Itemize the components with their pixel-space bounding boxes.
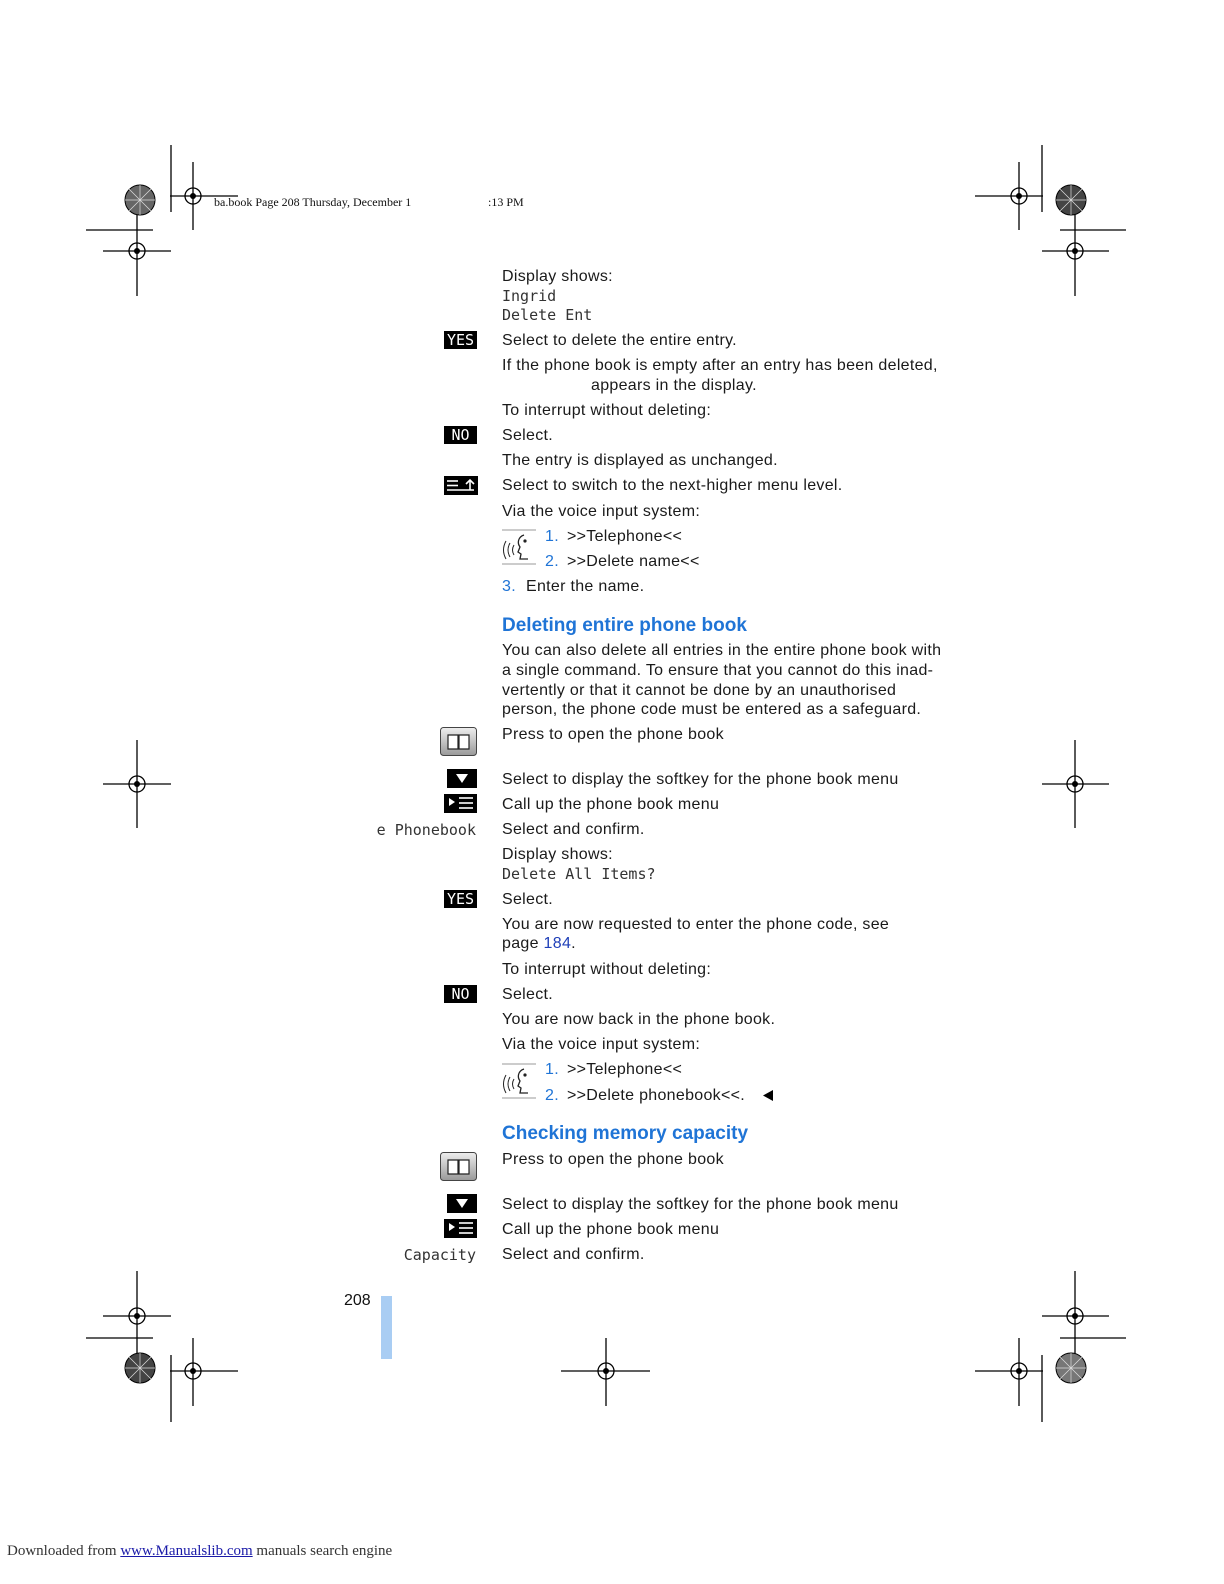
page-tab-bar	[381, 1296, 392, 1359]
lcd-line-ingrid: Ingrid	[502, 287, 557, 305]
back-arrow-icon	[444, 476, 478, 495]
delete-phonebook-menu-label: e Phonebook	[376, 821, 476, 839]
voice-step-3-num: 3.	[502, 578, 516, 595]
section-heading-memory-capacity: Checking memory capacity	[502, 1123, 749, 1144]
no-instruction-2: Select.	[502, 986, 554, 1003]
footer-prefix: Downloaded from	[7, 1543, 121, 1559]
voice-input-label: Via the voice input system:	[502, 503, 701, 520]
display-shows-label-2: Display shows:	[502, 846, 613, 863]
delete-all-para-line1: You can also delete all entries in the entire phone book with	[502, 642, 942, 659]
voice-step-3-text: Enter the name.	[526, 578, 645, 595]
section-heading-delete-phonebook: Deleting entire phone book	[502, 615, 747, 636]
lcd-line-delete-entry: Delete Ent	[502, 306, 593, 324]
no-softkey-icon-2: NO	[444, 985, 477, 1003]
back-in-phonebook-text: You are now back in the phone book.	[502, 1011, 776, 1028]
phone-code-period: .	[571, 935, 576, 952]
phonebook-button-icon-2	[440, 1152, 477, 1181]
no-softkey-icon: NO	[444, 426, 477, 444]
phone-code-line1: You are now requested to enter the phone code, see	[502, 916, 890, 933]
voice-speaker-icon-2	[502, 1062, 536, 1100]
voice-step-2-text-2: >>Delete phonebook<<.	[567, 1087, 746, 1104]
delete-all-para-line3: vertently or that it cannot be done by an unauthorised	[502, 682, 897, 699]
back-instruction: Select to switch to the next-higher menu level.	[502, 477, 843, 494]
print-header-left: ba.book Page 208 Thursday, December 1	[214, 195, 412, 209]
voice-speaker-icon	[502, 528, 536, 566]
delete-all-para-line4: person, the phone code must be entered as a safeguard.	[502, 701, 922, 718]
voice-step-1-num-2: 1.	[545, 1061, 559, 1078]
voice-step-2-num: 2.	[545, 553, 559, 570]
yes-instruction: Select to delete the entire entry.	[502, 332, 737, 349]
display-shows-label: Display shows:	[502, 268, 613, 285]
softkey-menu-instruction-2: Select to display the softkey for the phone book menu	[502, 1196, 899, 1213]
lcd-delete-all-items: Delete All Items?	[502, 865, 656, 883]
page-184-link[interactable]: 184	[543, 935, 572, 952]
voice-step-1-text: >>Telephone<<	[567, 528, 683, 545]
entry-unchanged-text: The entry is displayed as unchanged.	[502, 452, 778, 469]
down-arrow-icon	[447, 769, 477, 788]
end-marker-triangle-icon	[762, 1089, 774, 1102]
voice-input-label-2: Via the voice input system:	[502, 1036, 701, 1053]
voice-step-1-text-2: >>Telephone<<	[567, 1061, 683, 1078]
download-footer	[7, 1543, 392, 1560]
phone-code-page-prefix: page	[502, 935, 544, 952]
open-phonebook-instruction: Press to open the phone book	[502, 726, 724, 743]
voice-step-2-text: >>Delete name<<	[567, 553, 700, 570]
down-arrow-icon-2	[447, 1194, 477, 1213]
open-phonebook-instruction-2: Press to open the phone book	[502, 1151, 724, 1168]
delete-all-para-line2: a single command. To ensure that you cannot do this inad-	[502, 662, 934, 679]
empty-note-line1: If the phone book is empty after an entry has been deleted,	[502, 357, 938, 374]
no-instruction: Select.	[502, 427, 554, 444]
empty-note-line2: appears in the display.	[591, 377, 757, 394]
menu-list-icon	[444, 794, 477, 813]
interrupt-label-2: To interrupt without deleting:	[502, 961, 712, 978]
capacity-menu-label: Capacity	[403, 1246, 476, 1264]
manualslib-link[interactable]: www.Manualslib.com	[120, 1543, 253, 1559]
yes-softkey-icon: YES	[444, 331, 477, 349]
call-menu-instruction-2: Call up the phone book menu	[502, 1221, 720, 1238]
select-confirm-instruction-2: Select and confirm.	[502, 1246, 645, 1263]
phone-code-line2	[502, 934, 576, 954]
interrupt-label: To interrupt without deleting:	[502, 402, 712, 419]
call-menu-instruction: Call up the phone book menu	[502, 796, 720, 813]
yes-instruction-2: Select.	[502, 891, 554, 908]
voice-step-1-num: 1.	[545, 528, 559, 545]
menu-list-icon-2	[444, 1219, 477, 1238]
select-confirm-instruction: Select and confirm.	[502, 821, 645, 838]
voice-step-2-num-2: 2.	[545, 1087, 559, 1104]
softkey-menu-instruction: Select to display the softkey for the phone book menu	[502, 771, 899, 788]
phonebook-button-icon	[440, 727, 477, 756]
yes-softkey-icon-2: YES	[444, 890, 477, 908]
page-number: 208	[344, 1292, 371, 1309]
footer-suffix: manuals search engine	[252, 1543, 393, 1559]
print-header-right: :13 PM	[488, 195, 524, 209]
